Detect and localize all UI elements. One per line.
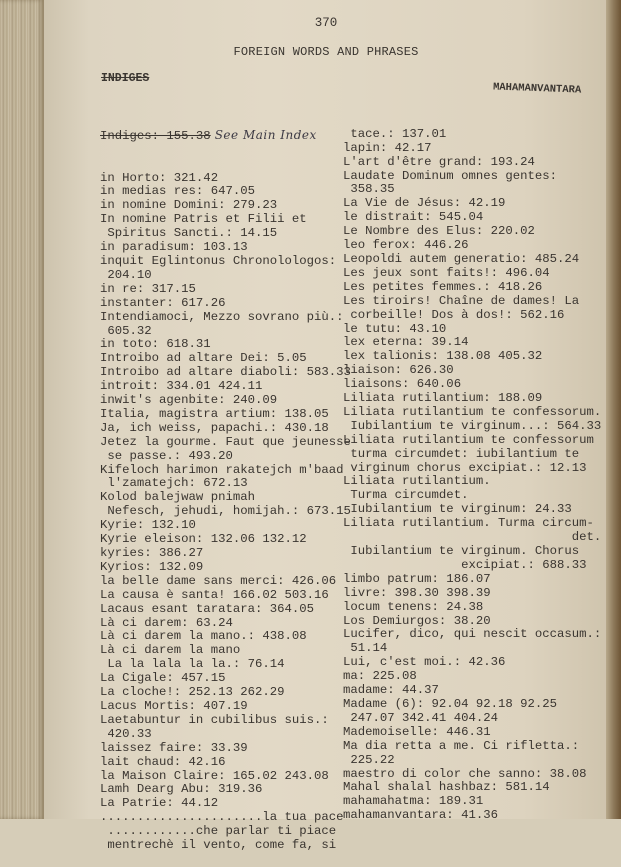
index-entry: kyries: 386.27	[100, 546, 204, 560]
index-entry: lex eterna: 39.14	[343, 335, 469, 350]
index-entry: det.	[343, 530, 602, 545]
index-entry: Laudate Dominum omnes gentes:	[343, 168, 558, 183]
index-entry: Là ci darem la mano	[100, 643, 241, 658]
index-entry: inquit Eglintonus Chronolologos:	[100, 253, 337, 268]
index-entry: Lacus Mortis: 407.19	[100, 698, 248, 713]
index-entry: le tutu: 43.10	[343, 321, 447, 336]
index-entry: Turma circumdet.	[343, 488, 469, 503]
index-entry: Lamh Dearg Abu: 319.36	[100, 782, 263, 797]
index-entry: Madame (6): 92.04 92.18 92.25	[343, 696, 558, 711]
index-entry: maestro di color che sanno: 38.08	[343, 766, 587, 781]
index-entry: Kolod balejwaw pnimah	[100, 490, 255, 505]
right-column	[343, 100, 601, 837]
index-entry: Lucifer, dico, qui nescit occasum.:	[343, 627, 602, 642]
index-entry: Les tiroirs! Chaîne de dames! La	[343, 293, 580, 308]
index-entry: La la lala la la.: 76.14	[100, 657, 285, 672]
index-entry: La Patrie: 44.12	[100, 796, 219, 811]
index-entry: Los Demiurgos: 38.20	[343, 613, 491, 628]
index-entry: La cloche!: 252.13 262.29	[100, 685, 285, 700]
index-entry: Là ci darem: 63.24	[100, 615, 233, 630]
index-entry: Nefesch, jehudi, homijah.: 673.15	[100, 504, 351, 519]
index-entry: Liliata rutilantium.	[343, 474, 491, 489]
index-entry: livre: 398.30 398.39	[343, 585, 491, 600]
index-entry: se passe.: 493.20	[100, 448, 233, 463]
book-right-edge	[606, 0, 621, 819]
index-entry: La Vie de Jésus: 42.19	[343, 196, 506, 211]
index-entry: limbo patrum: 186.07	[343, 571, 491, 586]
struck-entry-line	[100, 129, 351, 144]
index-entry: in toto: 618.31	[100, 337, 211, 352]
right-entries	[343, 128, 601, 823]
index-entry: in medias res: 647.05	[100, 184, 255, 199]
index-entry: Le Nombre des Elus: 220.02	[343, 224, 535, 239]
index-entry: Mahal shalal hashbaz: 581.14	[343, 780, 550, 795]
index-entry: Mademoiselle: 446.31	[343, 724, 491, 739]
index-entry: mahamahatma: 189.31	[343, 794, 484, 809]
index-entry: liaisons: 640.06	[343, 377, 462, 392]
index-entry: 225.22	[343, 752, 395, 767]
index-entry: Ma dia retta a me. Ci rifletta.:	[343, 738, 580, 753]
index-entry: le distrait: 545.04	[343, 210, 484, 225]
index-entry: Kyrios: 132.09	[100, 559, 204, 574]
index-entry: Leopoldi autem generatio: 485.24	[343, 251, 580, 266]
index-entry: locum tenens: 24.38	[343, 599, 484, 614]
left-entries	[100, 172, 351, 853]
index-entry: Introibo ad altare diaboli: 583.33	[100, 365, 351, 380]
struck-entry: Indiges: 155.38	[100, 128, 211, 143]
index-entry: turma circumdet: iubilantium te	[343, 446, 580, 461]
index-entry: 204.10	[100, 267, 152, 282]
section-title: FOREIGN WORDS AND PHRASES	[233, 45, 419, 59]
index-entry: mentrechè il vento, come fa, si	[100, 838, 337, 853]
guide-word-right: MAHAMANVANTARA	[492, 81, 582, 97]
index-entry: in re: 317.15	[100, 281, 196, 296]
index-entry: inwit's agenbite: 240.09	[100, 393, 278, 408]
index-entry: 51.14	[343, 641, 388, 656]
index-entry: corbeille! Dos à dos!: 562.16	[343, 307, 565, 322]
index-entry: Jetez la gourme. Faut que jeunesse	[100, 434, 351, 449]
index-entry: leo ferox: 446.26	[343, 238, 469, 253]
handwritten-note: See Main Index	[214, 127, 317, 142]
index-entry: in Horto: 321.42	[100, 170, 219, 185]
index-entry: Liliata rutilantium te confessorum.	[343, 404, 602, 419]
index-entry: 358.35	[343, 182, 395, 197]
guide-word-left: INDIGES	[101, 72, 150, 85]
index-entry: tace.: 137.01	[343, 126, 447, 141]
index-entry: Les petites femmes.: 418.26	[343, 279, 543, 294]
index-entry: L'art d'être grand: 193.24	[343, 154, 535, 169]
index-entry: Les jeux sont faits!: 496.04	[343, 265, 550, 280]
page-number: 370	[314, 16, 338, 30]
index-entry: Ja, ich weiss, papachi.: 430.18	[100, 420, 329, 435]
index-entry: La causa è santa! 166.02 503.16	[100, 587, 329, 602]
index-entry: virginum chorus excipiat.: 12.13	[343, 460, 587, 475]
book-gutter	[0, 0, 44, 819]
index-entry: Liliata rutilantium. Turma circum-	[343, 516, 594, 531]
index-entry: 247.07 342.41 404.24	[343, 710, 498, 725]
index-entry: laissez faire: 33.39	[100, 740, 248, 755]
index-entry: Spiritus Sancti.: 14.15	[100, 226, 278, 241]
index-entry: liaison: 626.30	[343, 363, 454, 378]
index-entry: ......................la tua pace	[100, 810, 344, 825]
index-entry: lex talionis: 138.08 405.32	[343, 349, 543, 364]
index-entry: lait chaud: 42.16	[100, 754, 226, 769]
index-entry: excipiat.: 688.33	[343, 557, 587, 572]
index-entry: madame: 44.37	[343, 683, 439, 698]
index-entry: 420.33	[100, 726, 152, 741]
index-entry: instanter: 617.26	[100, 295, 226, 310]
index-entry: in nomine Domini: 279.23	[100, 198, 278, 213]
index-entry: l'zamatejch: 672.13	[100, 476, 248, 491]
index-entry: Lacaus esant taratara: 364.05	[100, 601, 315, 616]
index-entry: Laetabuntur in cubilibus suis.:	[100, 712, 329, 727]
index-entry: la Maison Claire: 165.02 243.08	[100, 768, 329, 783]
index-entry: Kyrie: 132.10	[100, 518, 196, 533]
index-entry: Liliata rutilantium te confessorum	[343, 432, 594, 447]
index-entry: ............che parlar ti piace	[100, 824, 337, 839]
index-entry: Liliata rutilantium: 188.09	[343, 391, 543, 406]
index-entry: Kyrie eleison: 132.06 132.12	[100, 532, 307, 547]
index-entry: Iubilantium te virginum...: 564.33	[343, 418, 602, 433]
index-entry: ma: 225.08	[343, 669, 417, 684]
left-column	[100, 101, 351, 867]
index-entry: mahamanvantara: 41.36	[343, 808, 498, 823]
index-entry: la belle dame sans merci: 426.06	[100, 573, 337, 588]
index-entry: Kifeloch harimon rakatejch m'baad	[100, 462, 344, 477]
index-entry: Iubilantium te virginum: 24.33	[343, 502, 572, 517]
index-entry: lapin: 42.17	[343, 140, 432, 155]
index-entry: Introibo ad altare Dei: 5.05	[100, 351, 307, 366]
index-entry: Iubilantium te virginum. Chorus	[343, 544, 580, 558]
index-entry: La Cigale: 457.15	[100, 671, 226, 686]
index-entry: introit: 334.01 424.11	[100, 379, 263, 394]
index-entry: Italia, magistra artium: 138.05	[100, 406, 329, 421]
index-entry: Intendiamoci, Mezzo sovrano più.:	[100, 309, 344, 324]
index-entry: in paradisum: 103.13	[100, 240, 248, 255]
index-entry: Lui, c'est moi.: 42.36	[343, 655, 506, 670]
index-entry: 605.32	[100, 323, 152, 338]
index-entry: Là ci darem la mano.: 438.08	[100, 629, 307, 644]
index-entry: In nomine Patris et Filii et	[100, 212, 307, 227]
